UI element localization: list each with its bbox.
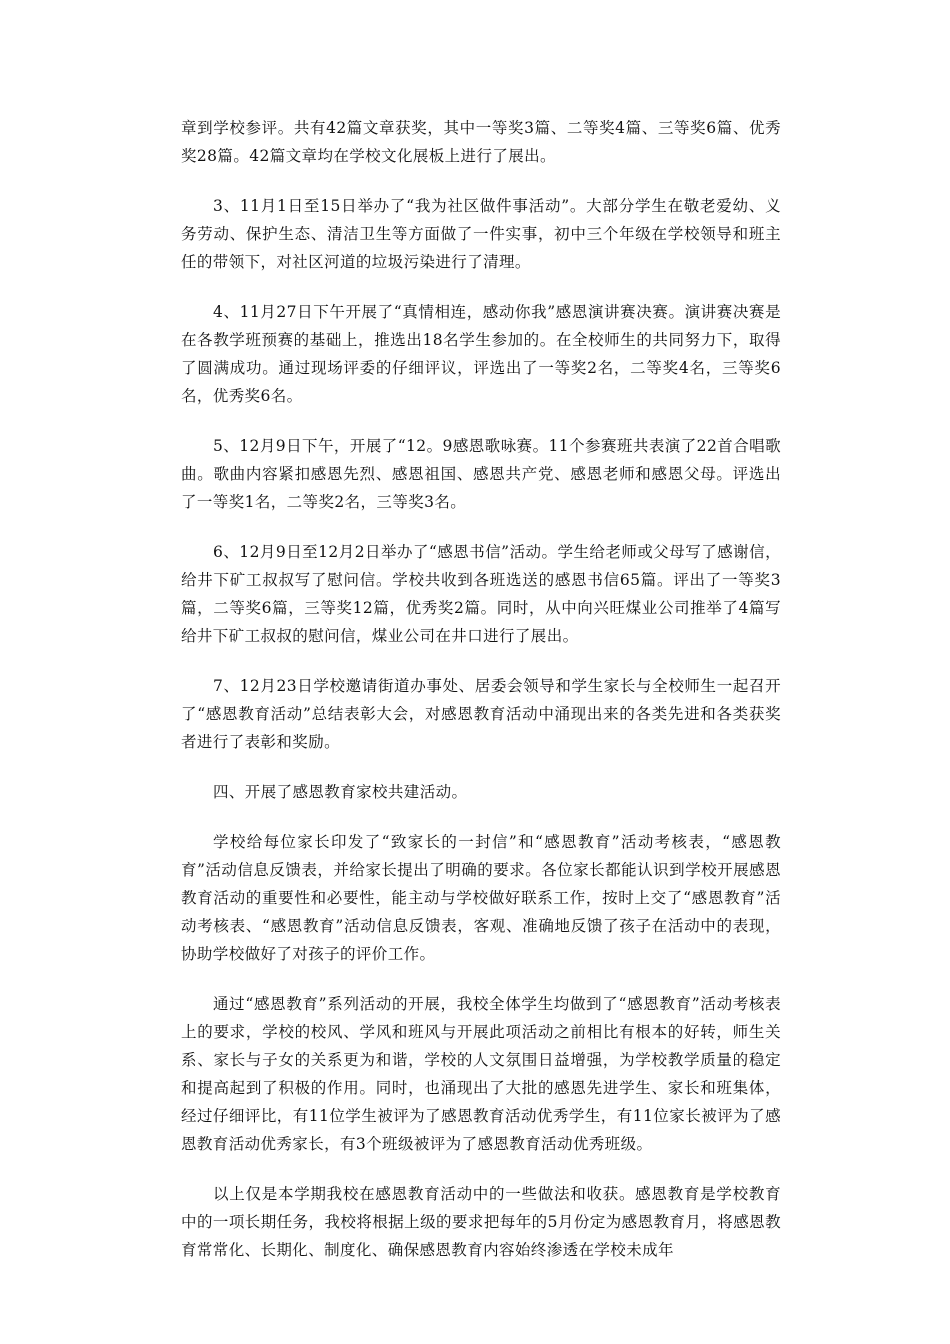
paragraph-conclusion: 以上仅是本学期我校在感恩教育活动中的一些做法和收获。感恩教育是学校教育中的一项长期任务，我校将根据上级的要求把每年的5月份定为感恩教育月，将感恩教育常常化、长期化、制度化、确保感恩教育内容始终渗透在学校未成年 [181, 1185, 781, 1259]
paragraph-item-3: 3、11月1日至15日举办了“我为社区做件事活动”。大部分学生在敬老爱幼、义务劳动、保护生态、清洁卫生等方面做了一件实事，初中三个年级在学校领导和班主任的带领下，对社区河道的垃圾污染进行了清理。 [181, 197, 781, 271]
paragraph-item-5: 5、12月9日下午，开展了“12。9感恩歌咏赛。11个参赛班共表演了22首合唱歌曲。歌曲内容紧扣感恩先烈、感恩祖国、感恩共产党、感恩老师和感恩父母。评选出了一等奖1名，二等奖2名，三等奖3名。 [181, 437, 781, 511]
paragraph-item-6: 6、12月9日至12月2日举办了“感恩书信”活动。学生给老师或父母写了感谢信，给井下矿工叔叔写了慰问信。学校共收到各班选送的感恩书信65篇。评出了一等奖3篇，二等奖6篇，三等奖12篇，优秀奖2篇。同时，从中向兴旺煤业公司推举了4篇写给井下矿工叔叔的慰问信，煤业公司在井口进行了展出。 [181, 543, 781, 645]
section-heading-four: 四、开展了感恩教育家校共建活动。 [213, 783, 468, 801]
paragraph-item-4: 4、11月27日下午开展了“真情相连，感动你我”感恩演讲赛决赛。演讲赛决赛是在各教学班预赛的基础上，推选出18名学生参加的。在全校师生的共同努力下，取得了圆满成功。通过现场评委的仔细评议，评选出了一等奖2名，二等奖4名，三等奖6名，优秀奖6名。 [181, 303, 781, 405]
paragraph-item-7: 7、12月23日学校邀请街道办事处、居委会领导和学生家长与全校师生一起召开了“感恩教育活动”总结表彰大会，对感恩教育活动中涌现出来的各类先进和各类获奖者进行了表彰和奖励。 [181, 677, 781, 751]
paragraph-continuation: 章到学校参评。共有42篇文章获奖，其中一等奖3篇、二等奖4篇、三等奖6篇、优秀奖28篇。42篇文章均在学校文化展板上进行了展出。 [181, 119, 781, 165]
paragraph-home-school: 学校给每位家长印发了“致家长的一封信”和“感恩教育”活动考核表，“感恩教育”活动信息反馈表，并给家长提出了明确的要求。各位家长都能认识到学校开展感恩教育活动的重要性和必要性，能主动与学校做好联系工作，按时上交了“感恩教育”活动考核表、“感恩教育”活动信息反馈表，客观、准确地反馈了孩子在活动中的表现，协助学校做好了对孩子的评价工作。 [181, 833, 781, 963]
paragraph-results: 通过“感恩教育”系列活动的开展，我校全体学生均做到了“感恩教育”活动考核表上的要求，学校的校风、学风和班风与开展此项活动之前相比有根本的好转，师生关系、家长与子女的关系更为和谐，学校的人文氛围日益增强，为学校教学质量的稳定和提高起到了积极的作用。同时，也涌现出了大批的感恩先进学生、家长和班集体，经过仔细评比，有11位学生被评为了感恩教育活动优秀学生，有11位家长被评为了感恩教育活动优秀家长，有3个班级被评为了感恩教育活动优秀班级。 [181, 995, 781, 1153]
document-body [181, 114, 781, 1286]
